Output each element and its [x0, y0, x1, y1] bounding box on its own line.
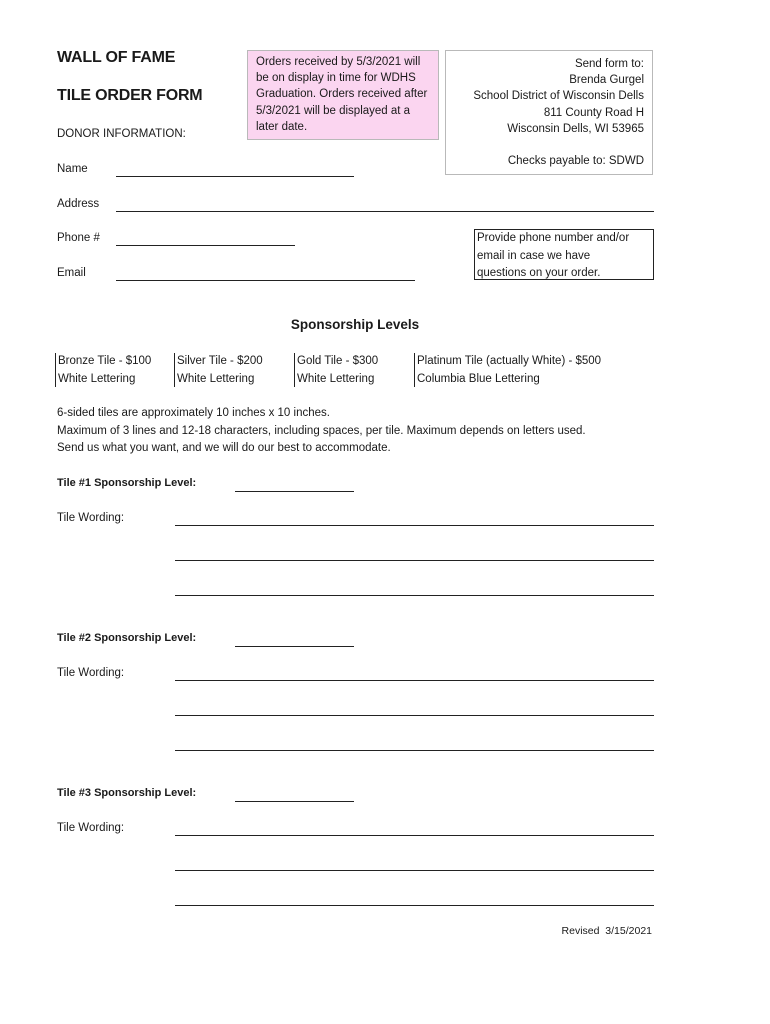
phone-label: Phone # [57, 232, 100, 244]
donor-info-label: DONOR INFORMATION: [57, 128, 186, 140]
notice-line: be on display in time for WDHS [256, 72, 416, 85]
contact-note-line: email in case we have [477, 249, 591, 262]
name-field[interactable] [116, 176, 354, 177]
send-to-line: Send form to: [574, 58, 644, 70]
contact-note-box [474, 229, 654, 280]
level-lettering: White Lettering [177, 372, 255, 385]
level-silver [174, 353, 263, 387]
tile-1-wording-line-3[interactable] [175, 595, 654, 596]
checks-payable: Checks payable to: SDWD [507, 155, 644, 168]
address-field[interactable] [116, 211, 654, 212]
tile-3-wording-line-3[interactable] [175, 905, 654, 906]
tile-1-wording-line-2[interactable] [175, 560, 654, 561]
tile-3-wording-line-2[interactable] [175, 870, 654, 871]
tile-2-level-field[interactable] [235, 646, 354, 647]
tile-3-wording-line-1[interactable] [175, 835, 654, 836]
revised-date: Revised 3/15/2021 [561, 925, 652, 937]
tile-2-wording-line-2[interactable] [175, 715, 654, 716]
email-label: Email [57, 267, 86, 279]
info-line: Maximum of 3 lines and 12-18 characters, including spaces, per tile. Maximum depends on letters used. [57, 424, 586, 437]
send-to-line: School District of Wisconsin Dells [473, 90, 644, 103]
level-price: Bronze Tile - $100 [58, 355, 152, 367]
notice-line: later date. [256, 120, 308, 133]
tile-1-wording-label: Tile Wording: [57, 512, 125, 524]
send-to-line: 811 County Road H [543, 106, 644, 119]
send-to-line: Brenda Gurgel [569, 74, 644, 87]
address-label: Address [57, 198, 100, 210]
tile-3-level-field[interactable] [235, 801, 354, 802]
name-label: Name [57, 163, 88, 175]
info-line: 6-sided tiles are approximately 10 inches x 10 inches. [57, 407, 330, 419]
tile-2-wording-label: Tile Wording: [57, 667, 125, 679]
phone-field[interactable] [116, 245, 295, 246]
info-line: Send us what you want, and we will do our best to accommodate. [57, 442, 391, 454]
level-platinum [414, 353, 601, 387]
notice-line: Orders received by 5/3/2021 will [256, 56, 421, 68]
send-to-line: Wisconsin Dells, WI 53965 [507, 122, 644, 135]
tile-2-wording-line-3[interactable] [175, 750, 654, 751]
tile-3-wording-label: Tile Wording: [57, 822, 125, 834]
email-field[interactable] [116, 280, 415, 281]
level-price: Silver Tile - $200 [177, 355, 263, 367]
contact-note-line: questions on your order. [477, 267, 601, 279]
send-form-address-box [445, 50, 653, 175]
tile-3-level-label: Tile #3 Sponsorship Level: [57, 787, 197, 799]
tile-info [57, 405, 586, 458]
level-gold [294, 353, 378, 387]
tile-2-level-label: Tile #2 Sponsorship Level: [57, 632, 197, 644]
level-lettering: White Lettering [297, 372, 375, 385]
tile-2-wording-line-1[interactable] [175, 680, 654, 681]
sponsorship-heading: Sponsorship Levels [290, 317, 420, 332]
form-title: WALL OF FAME [57, 49, 176, 66]
level-bronze [55, 353, 151, 387]
notice-line: Graduation. Orders received after [256, 88, 428, 101]
level-lettering: White Lettering [58, 372, 136, 385]
level-lettering: Columbia Blue Lettering [417, 372, 540, 385]
tile-1-wording-line-1[interactable] [175, 525, 654, 526]
tile-1-level-label: Tile #1 Sponsorship Level: [57, 477, 197, 489]
level-price: Platinum Tile (actually White) - $500 [417, 355, 602, 367]
order-deadline-notice [247, 50, 439, 140]
form-subtitle: TILE ORDER FORM [57, 87, 203, 104]
tile-1-level-field[interactable] [235, 491, 354, 492]
level-price: Gold Tile - $300 [297, 355, 379, 367]
contact-note-line: Provide phone number and/or [477, 232, 630, 244]
notice-line: 5/3/2021 will be displayed at a [256, 104, 411, 117]
